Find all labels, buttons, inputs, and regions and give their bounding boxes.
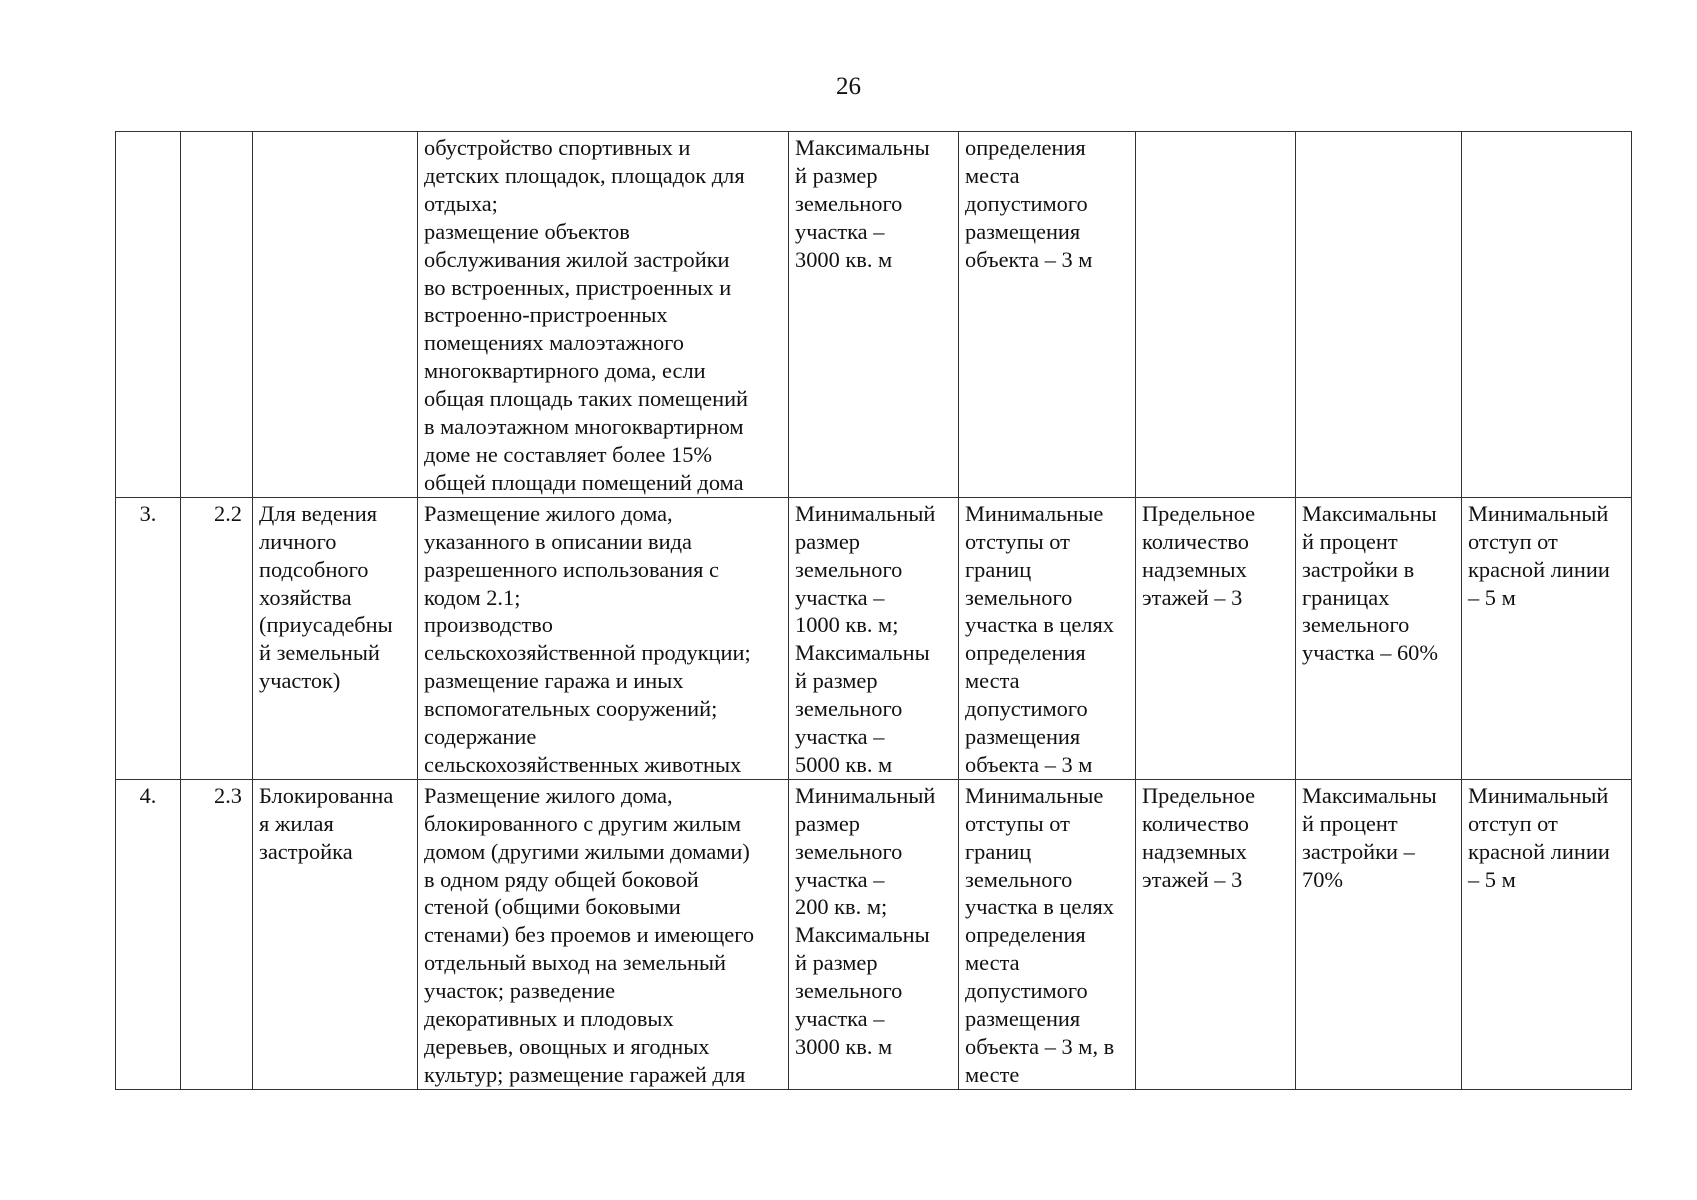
use-name-cell [253, 132, 418, 498]
use-description-cell: Размещение жилого дома, блокированного с другим жилым домом (другими жилыми домами) в одном ряду общей боковой стеной (общими боковыми стенами) без проемов и имеющего отдельный выход на земельный участок; разведение декоративных и плодовых деревьев, овощных и ягодных культур; размещение гаражей для [418, 779, 789, 1089]
setbacks-cell: Минимальные отступы от границ земельного участка в целях определения места допустимого размещения объекта – 3 м, в месте [959, 779, 1136, 1089]
row-number-cell [116, 132, 181, 498]
use-name-cell: Для ведения личного подсобного хозяйства (приусадебны й земельный участок) [253, 497, 418, 779]
red-line-setback-cell: Минимальный отступ от красной линии – 5 м [1462, 497, 1632, 779]
floors-cell: Предельное количество надземных этажей – 3 [1136, 497, 1296, 779]
use-description-cell: Размещение жилого дома, указанного в описании вида разрешенного использования с кодом 2.1; производство сельскохозяйственной продукции; размещение гаража и иных вспомогательных сооружений; содержание сельскохозяйственных животных [418, 497, 789, 779]
land-use-regulations-table [115, 131, 1632, 1090]
coverage-cell: Максимальны й процент застройки – 70% [1296, 779, 1462, 1089]
row-number-cell: 3. [116, 497, 181, 779]
coverage-cell [1296, 132, 1462, 498]
red-line-setback-cell: Минимальный отступ от красной линии – 5 м [1462, 779, 1632, 1089]
table-row [116, 779, 1632, 1089]
setbacks-cell: определения места допустимого размещения объекта – 3 м [959, 132, 1136, 498]
plot-size-cell: Минимальный размер земельного участка – 200 кв. м; Максимальны й размер земельного участка – 3000 кв. м [789, 779, 959, 1089]
table-row [116, 132, 1632, 498]
row-number-cell: 4. [116, 779, 181, 1089]
coverage-cell: Максимальны й процент застройки в границах земельного участка – 60% [1296, 497, 1462, 779]
floors-cell: Предельное количество надземных этажей – 3 [1136, 779, 1296, 1089]
use-code-cell [181, 132, 253, 498]
page-number: 26 [836, 73, 861, 100]
plot-size-cell: Минимальный размер земельного участка – 1000 кв. м; Максимальны й размер земельного участка – 5000 кв. м [789, 497, 959, 779]
use-code-cell: 2.2 [181, 497, 253, 779]
use-name-cell: Блокированна я жилая застройка [253, 779, 418, 1089]
setbacks-cell: Минимальные отступы от границ земельного участка в целях определения места допустимого размещения объекта – 3 м [959, 497, 1136, 779]
use-code-cell: 2.3 [181, 779, 253, 1089]
use-description-cell: обустройство спортивных и детских площадок, площадок для отдыха; размещение объектов обслуживания жилой застройки во встроенных, пристроенных и встроенно-пристроенных помещениях малоэтажного многоквартирного дома, если общая площадь таких помещений в малоэтажном многоквартирном доме не составляет более 15% общей площади помещений дома [418, 132, 789, 498]
plot-size-cell: Максимальны й размер земельного участка – 3000 кв. м [789, 132, 959, 498]
red-line-setback-cell [1462, 132, 1632, 498]
table-row [116, 497, 1632, 779]
floors-cell [1136, 132, 1296, 498]
